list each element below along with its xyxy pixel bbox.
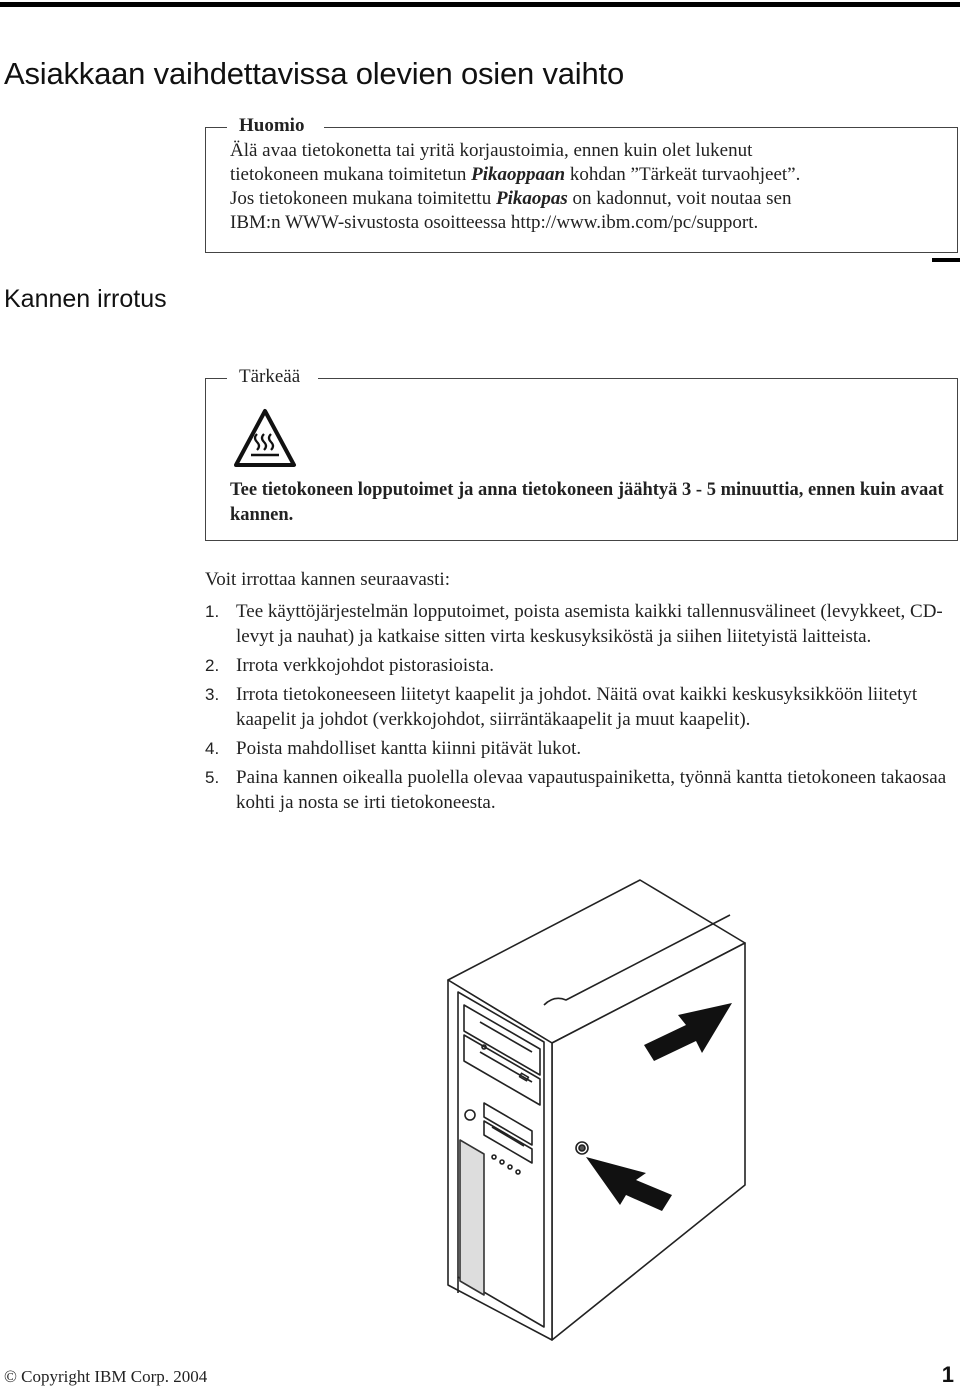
step-text: Irrota tietokoneeseen liitetyt kaapelit ja johdot. Näitä ovat kaikki keskusyksikköön liitetyt kaapelit ja johdot (verkkojohdot, siirräntäkaapelit ja muut kaapelit). bbox=[236, 684, 918, 730]
copyright-notice: © Copyright IBM Corp. 2004 bbox=[4, 1367, 208, 1386]
step-number: 3. bbox=[205, 685, 220, 704]
step-item bbox=[205, 682, 960, 732]
step-item bbox=[205, 599, 960, 649]
notice-line: IBM:n WWW-sivustosta osoitteessa http://www.ibm.com/pc/support. bbox=[230, 212, 759, 233]
attention-notice bbox=[205, 115, 958, 253]
important-border-left bbox=[205, 378, 227, 379]
notice-body bbox=[230, 139, 950, 235]
important-border-right bbox=[318, 378, 958, 379]
hot-surface-warning-icon bbox=[233, 408, 297, 468]
step-text: Paina kannen oikealla puolella olevaa vapautuspainiketta, työnnä kantta tietokoneen takaosaa kohti ja nosta se irti tietokoneesta. bbox=[236, 767, 947, 813]
notice-border-left bbox=[205, 127, 227, 128]
step-number: 5. bbox=[205, 768, 220, 787]
step-item bbox=[205, 765, 960, 815]
page-title: Asiakkaan vaihdettavissa olevien osien vaihto bbox=[4, 56, 624, 91]
important-label: Tärkeää bbox=[239, 366, 301, 387]
step-item bbox=[205, 653, 960, 678]
step-number: 2. bbox=[205, 656, 220, 675]
notice-line: tietokoneen mukana toimitetun Pikaoppaan kohdan ”Tärkeät turvaohjeet”. bbox=[230, 164, 801, 185]
important-text: Tee tietokoneen lopputoimet ja anna tietokoneen jäähtyä 3 - 5 minuuttia, ennen kuin avaat kannen. bbox=[230, 480, 944, 525]
step-text: Tee käyttöjärjestelmän lopputoimet, poista asemista kaikki tallennusvälineet (levykkeet, CD-levyt ja nauhat) ja katkaise sitten virta keskusyksiköstä ja siihen liitetyistä laitteista. bbox=[236, 601, 943, 647]
computer-cover-removal-illustration bbox=[440, 875, 760, 1355]
notice-label: Huomio bbox=[239, 115, 305, 136]
step-number: 1. bbox=[205, 602, 220, 621]
step-text: Poista mahdolliset kantta kiinni pitävät lukot. bbox=[236, 738, 582, 759]
step-number: 4. bbox=[205, 739, 220, 758]
intro-text: Voit irrottaa kannen seuraavasti: bbox=[205, 569, 450, 590]
top-rule bbox=[0, 2, 960, 7]
notice-line: Jos tietokoneen mukana toimitettu Pikaopas on kadonnut, voit noutaa sen bbox=[230, 188, 792, 209]
step-text: Irrota verkkojohdot pistorasioista. bbox=[236, 655, 495, 676]
step-item bbox=[205, 736, 960, 761]
notice-line: Älä avaa tietokonetta tai yritä korjaustoimia, ennen kuin olet lukenut bbox=[230, 140, 753, 161]
section-title: Kannen irrotus bbox=[4, 285, 167, 313]
section-rule bbox=[932, 258, 960, 262]
steps-list bbox=[205, 599, 960, 819]
notice-border-right bbox=[324, 127, 958, 128]
page-number: 1 bbox=[941, 1362, 954, 1387]
important-notice bbox=[205, 366, 958, 541]
